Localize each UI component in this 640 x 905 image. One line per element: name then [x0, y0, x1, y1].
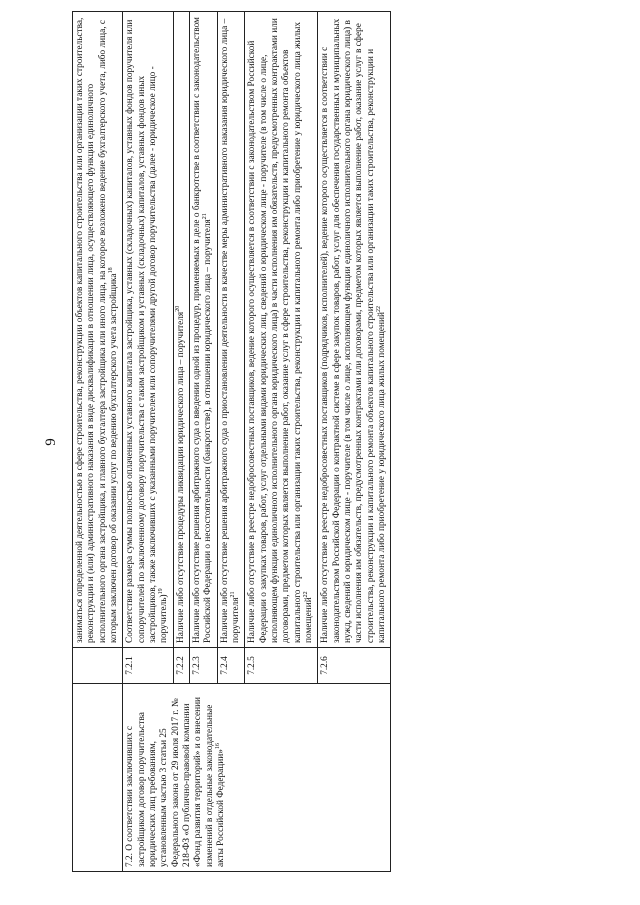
- table-row: [123, 12, 173, 872]
- rotated-document-page: [40, 12, 600, 872]
- row-number: 7.2.3: [189, 648, 217, 684]
- row-number: 7.2.4: [217, 648, 245, 684]
- row-text: Соответствие размера суммы полностью оплаченных уставного капитала застройщика, уставных (складочных) капиталов, уставных фондов поручителя или сопоручителей по заключенному договору поручительства с таким застройщиком и уставных (складочных) капиталов, уставных фондов иных застройщиков, также заключивших с указанными поручителем или сопоручителями другой договор поручительства (далее - юридическое лицо - поручитель)$^{19}$: [123, 12, 173, 648]
- row-text: Наличие либо отсутствие решения арбитражного суда о введении одной из процедур, применяемых в деле о банкротстве в соответствии с законодательством Российской Федерации о несостоятельности (банкротстве), в отношении юридического лица – поручителя$^{21}$: [189, 12, 217, 648]
- table-row: [73, 12, 123, 872]
- page-number: 9: [43, 438, 59, 446]
- requirements-table: [72, 11, 391, 872]
- section-title: 7.2. О соответствии заключивших с застройщиком договор поручительства юридических лиц требованиям, установленным частью 3 статьи 25 Федерального закона от 29 июля 2017 г. № 218-ФЗ «О публично-правовой компании «Фонд развития территорий» и о внесении изменений в отдельные законодательные акты Российской Федерации»$^{16}$: [123, 684, 391, 872]
- row-number: 7.2.6: [318, 648, 391, 684]
- row-text: Наличие либо отсутствие решения арбитражного суда о приостановлении деятельности в качестве меры административного наказания юридического лица – поручителя$^{21}$: [217, 12, 245, 648]
- row-number: 7.2.2: [173, 648, 189, 684]
- row-text: Наличие либо отсутствие в реестре недобросовестных поставщиков, ведение которого осуществляется в соответствии с законодательством Российской Федерации о закупках товаров, работ, услуг отдельными видами юридических лиц, сведений о юридическом лице - поручителе (в том числе о лице, исполняющем функции единоличного исполнительного органа юридического лица) в части исполнения им обязательств, предусмотренных контрактами или договорами, предметом которых является выполнение работ, оказание услуг в сфере строительства, реконструкции и капитального ремонта объектов капитального строительства или организации таких строительства, реконструкции и капитального ремонта либо приобретение у юридического лица жилых помещений$^{22}$: [245, 12, 318, 648]
- empty-cell: [73, 648, 123, 684]
- row-text: Наличие либо отсутствие процедуры ликвидации юридического лица – поручителя$^{20}$: [173, 12, 189, 648]
- row-number: 7.2.1: [123, 648, 173, 684]
- empty-cell: [73, 684, 123, 872]
- row-number: 7.2.5: [245, 648, 318, 684]
- row-text: заниматься определенной деятельностью в сфере строительства, реконструкции объектов капитального строительства или организации таких строительства, реконструкции и (или) административного наказания в виде дисквалификации в отношении лица, осуществляющего функции единоличного исполнительного органа застройщика, и главного бухгалтера застройщика или иного лица, на которое возложено ведение бухгалтерского учета, либо лица, с которым заключен договор об оказании услуг по ведению бухгалтерского учета застройщика$^{18}$: [73, 12, 123, 648]
- row-text: Наличие либо отсутствие в реестре недобросовестных поставщиков (подрядчиков, исполнителей), ведение которого осуществляется в соответствии с законодательством Российской Федерации о контрактной системе в сфере закупок товаров, работ, услуг для обеспечения государственных и муниципальных нужд, сведений о юридическом лице - поручителе (в том числе о лице, исполняющем функции единоличного исполнительного органа юридического лица) в части исполнения им обязательств, предусмотренных контрактами или договорами, предметом которых является выполнение работ, оказание услуг в сфере строительства, реконструкции и капитального ремонта объектов капитального строительства или организации таких строительства, реконструкции и капитального ремонта либо приобретение у юридического лица жилых помещений$^{22}$: [318, 12, 391, 648]
